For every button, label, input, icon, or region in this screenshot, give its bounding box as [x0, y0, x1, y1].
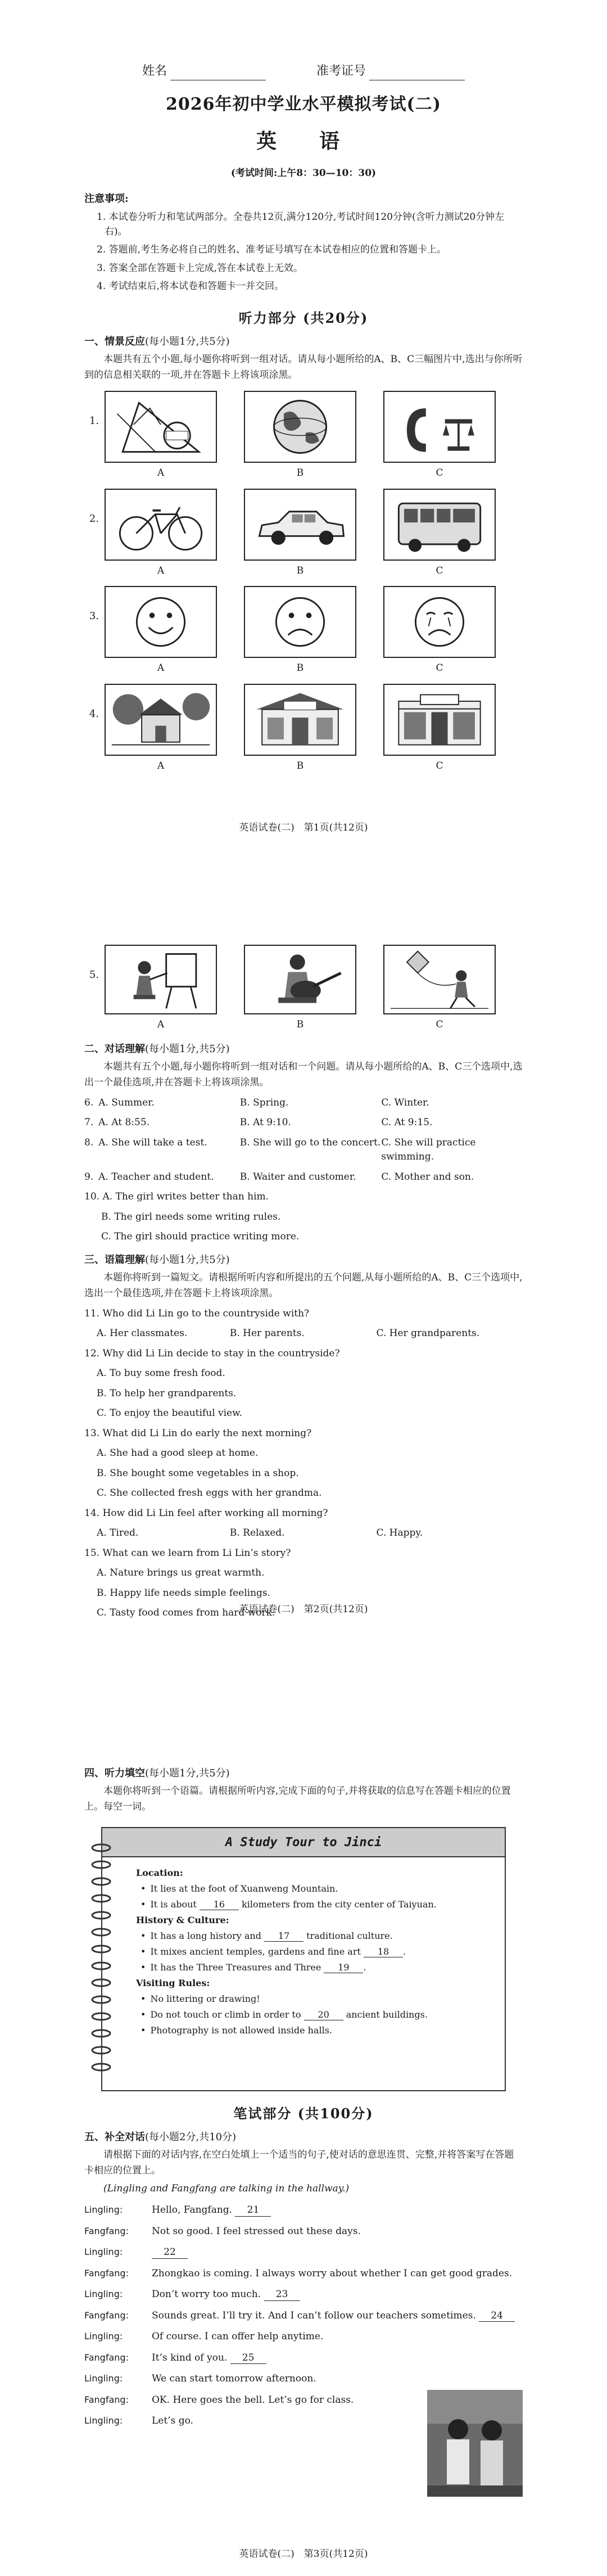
notes-title: 注意事项: — [84, 192, 129, 205]
option-b[interactable]: B. Her parents. — [229, 1328, 305, 1339]
dialogue-scene: (Lingling and Fangfang are talking in the hallway.) — [103, 2183, 350, 2195]
option-b[interactable]: B. The girl needs some writing rules. — [101, 1211, 281, 1222]
section-5-instructions: 请根据下面的对话内容,在空白处填上一个适当的句子,使对话的意思连贯、完整,并将答案写在答题卡相应的位置上。 — [84, 2149, 514, 2177]
option-b[interactable]: B — [244, 684, 356, 774]
page-footer: 英语试卷(二) 第2页(共12页) — [239, 1604, 368, 1615]
bus-icon — [383, 489, 496, 561]
exam-page-2 — [0, 849, 607, 1659]
option-b[interactable]: B — [244, 586, 356, 676]
dialogue-line: Fangfang: OK. Here goes the bell. Let’s go for class. — [84, 2394, 354, 2406]
exam-title: 2026年初中学业水平模拟考试(二) — [166, 94, 441, 114]
page-footer: 英语试卷(二) 第1页(共12页) — [239, 822, 368, 833]
note-item: 4. 考试结束后,将本试卷和答题卡一并交回。 — [97, 280, 284, 292]
happy-face-icon — [105, 586, 217, 658]
exam-page-1 — [0, 0, 607, 849]
car-icon — [244, 489, 356, 561]
question-8: 8. A. She will take a test. B. She will go to the concert. C. She will practice swimming. — [84, 1136, 523, 1165]
rule-item: • No littering or drawing! — [136, 1991, 488, 2007]
section-1-title: 一、情景反应(每小题1分,共5分) — [84, 336, 230, 348]
option-c[interactable]: C. Happy. — [376, 1527, 423, 1539]
option-c[interactable]: C. She will practice swimming. — [381, 1136, 476, 1163]
option-c[interactable]: C — [383, 586, 496, 676]
question-number: 3. — [89, 610, 99, 622]
option-c[interactable]: C — [383, 391, 496, 481]
dialogue-line: Fangfang: Zhongkao is coming. I always worry about whether I can get good grades. — [84, 2267, 513, 2279]
bicycle-icon — [105, 489, 217, 561]
section-2-title: 二、对话理解(每小题1分,共5分) — [84, 1043, 230, 1055]
rule-item: • Photography is not allowed inside halls. — [136, 2023, 488, 2038]
dialogue-line: Fangfang: It’s kind of you. 25 — [84, 2351, 523, 2366]
option-a[interactable]: 10. A. The girl writes better than him. — [84, 1191, 269, 1203]
history-item: • It has a long history and 17 traditional culture. — [136, 1928, 488, 1944]
option-b[interactable]: B — [244, 489, 356, 579]
picture-question-3 — [84, 586, 523, 676]
question-stem: 11. Who did Li Lin go to the countryside with? — [84, 1307, 310, 1319]
study-tour-notebook — [101, 1827, 506, 2091]
section-4-instructions: 本题你将听到一个语篇。请根据所听内容,完成下面的句子,并将获取的信息写在答题卡相应的位置上。每空一词。 — [84, 1785, 511, 1813]
question-11 — [84, 1307, 523, 1341]
location-item: • It lies at the foot of Xuanweng Mountain. — [136, 1881, 488, 1897]
question-number: 1. — [89, 415, 99, 427]
question-6: 6. A. Summer. B. Spring. C. Winter. — [84, 1096, 523, 1111]
note-item: 1. 本试卷分听力和笔试两部分。全卷共12页,满分120分,考试时间120分钟(含听力测试20分钟左右)。 — [97, 211, 505, 237]
dialogue-line: Lingling: We can start tomorrow afternoon. — [84, 2373, 316, 2385]
blank-24[interactable]: 24 — [479, 2310, 515, 2322]
notebook-title: A Study Tour to Jinci — [102, 1828, 505, 1857]
option-c[interactable]: C. To enjoy the beautiful view. — [97, 1407, 243, 1419]
option-b[interactable]: B. To help her grandparents. — [97, 1387, 237, 1399]
option-a[interactable]: A — [105, 489, 217, 579]
question-14 — [84, 1506, 523, 1541]
section-4-title: 四、听力填空(每小题1分,共5分) — [84, 1767, 230, 1779]
question-12 — [84, 1347, 523, 1421]
option-c[interactable]: C. At 9:15. — [381, 1117, 433, 1129]
blank-17[interactable]: 17 — [264, 1930, 304, 1942]
writing-section-head: 笔试部分 (共100分) — [233, 2105, 374, 2122]
option-a[interactable]: A. She will take a test. — [98, 1136, 207, 1148]
dialogue-line: Lingling: 22 — [84, 2245, 523, 2260]
option-b[interactable]: B. She bought some vegetables in a shop. — [97, 1467, 299, 1479]
page-footer: 英语试卷(二) 第3页(共12页) — [239, 2548, 368, 2560]
option-c[interactable]: C. The girl should practice writing more. — [101, 1231, 300, 1243]
blank-16[interactable]: 16 — [200, 1899, 239, 1910]
option-a[interactable]: A. At 8:55. — [98, 1117, 150, 1129]
sad-face-icon — [244, 586, 356, 658]
section-3-title: 三、语篇理解(每小题1分,共5分) — [84, 1253, 230, 1266]
notebook-spiral-icon — [90, 1839, 112, 2081]
history-heading: History & Culture: — [136, 1915, 229, 1926]
kite-boy-icon — [383, 945, 496, 1014]
option-c[interactable]: C. She collected fresh eggs with her grandma. — [97, 1487, 322, 1499]
blank-19[interactable]: 19 — [324, 1962, 363, 1973]
dialogue-line: Lingling: Of course. I can offer help anytime. — [84, 2331, 324, 2343]
question-13 — [84, 1427, 523, 1501]
blank-20[interactable]: 20 — [304, 2009, 343, 2020]
blank-22[interactable]: 22 — [152, 2246, 188, 2258]
option-a[interactable]: A. She had a good sleep at home. — [97, 1447, 259, 1459]
restaurant-icon — [244, 684, 356, 756]
dialogue-line: Fangfang: Sounds great. I’ll try it. And I can’t follow our teachers sometimes. 24 — [84, 2309, 523, 2324]
option-c[interactable]: C. Her grandparents. — [376, 1328, 480, 1339]
name-field[interactable]: 姓名 — [142, 62, 266, 80]
option-a[interactable]: A — [105, 684, 217, 774]
ticket-number-field[interactable]: 准考证号 — [316, 62, 465, 80]
history-item: • It has the Three Treasures and Three 19 . — [136, 1960, 488, 1975]
option-c[interactable]: C. Mother and son. — [381, 1171, 474, 1183]
blank-21[interactable]: 21 — [235, 2204, 271, 2216]
subject-title: 英 语 — [256, 129, 351, 153]
option-b[interactable]: B. Happy life needs simple feelings. — [97, 1587, 271, 1599]
question-stem: 14. How did Li Lin feel after working all morning? — [84, 1507, 328, 1519]
blank-25[interactable]: 25 — [230, 2352, 266, 2364]
painting-boy-icon — [105, 945, 217, 1014]
bookstore-icon — [383, 684, 496, 756]
picture-question-1 — [84, 391, 523, 481]
option-b[interactable]: B. Waiter and customer. — [239, 1171, 356, 1183]
question-10 — [84, 1190, 523, 1244]
option-a[interactable]: A. Summer. — [98, 1097, 155, 1108]
option-a[interactable]: A. Nature brings us great warmth. — [97, 1567, 265, 1579]
option-b[interactable]: B. At 9:10. — [239, 1117, 291, 1129]
question-stem: 15. What can we learn from Li Lin’s story? — [84, 1547, 291, 1559]
farmhouse-icon — [105, 684, 217, 756]
candidate-info — [84, 62, 523, 80]
exam-page-3 — [0, 1659, 607, 2576]
section-3-instructions: 本题你将听到一篇短文。请根据所听内容和所提出的五个问题,从每小题所给的A、B、C三个选项中,选出一个最佳选项,并在答题卡上将该项涂黑。 — [84, 1271, 523, 1299]
option-c[interactable]: C — [383, 489, 496, 579]
section-1-instructions: 本题共有五个小题,每小题你将听到一组对话。请从每小题所给的A、B、C三幅图片中,选出与你所听到的信息相关联的一项,并在答题卡上将该项涂黑。 — [84, 354, 523, 381]
option-a[interactable]: A — [105, 586, 217, 676]
dialogue-line: Lingling: Hello, Fangfang. 21 — [84, 2203, 523, 2218]
location-heading: Location: — [136, 1867, 183, 1879]
note-item: 2. 答题前,考生务必将自己的姓名、准考证号填写在本试卷相应的位置和答题卡上。 — [97, 244, 447, 256]
section-2-instructions: 本题共有五个小题,每小题你将听到一组对话和一个问题。请从每小题所给的A、B、C三个选项中,选出一个最佳选项,并在答题卡上将该项涂黑。 — [84, 1061, 523, 1088]
option-b[interactable]: B. Spring. — [239, 1097, 289, 1108]
option-a[interactable]: A. Tired. — [97, 1527, 139, 1539]
option-b[interactable]: B — [244, 391, 356, 481]
blank-18[interactable]: 18 — [364, 1946, 403, 1957]
rule-item: • Do not touch or climb in order to 20 ancient buildings. — [136, 2007, 488, 2023]
crying-face-icon — [383, 586, 496, 658]
listening-section-head: 听力部分 (共20分) — [238, 310, 369, 327]
question-stem: 12. Why did Li Lin decide to stay in the countryside? — [84, 1347, 340, 1359]
option-c[interactable]: C. Winter. — [381, 1097, 429, 1108]
option-a[interactable]: A — [105, 391, 217, 481]
picture-question-2 — [84, 489, 523, 579]
option-a[interactable]: A. Her classmates. — [97, 1328, 188, 1339]
picture-question-5 — [84, 945, 523, 1032]
location-item: • It is about 16 kilometers from the city center of Taiyuan. — [136, 1897, 488, 1912]
option-c[interactable]: C. Tasty food comes from hard work. — [97, 1607, 275, 1619]
option-c[interactable]: C — [383, 945, 496, 1032]
guitar-boy-icon — [244, 945, 356, 1014]
option-a[interactable]: A. Teacher and student. — [98, 1171, 214, 1183]
option-c[interactable]: C — [383, 684, 496, 774]
geometry-math-icon — [105, 391, 217, 463]
question-number: 2. — [89, 512, 99, 525]
section-5-title: 五、补全对话(每小题2分,共10分) — [84, 2131, 237, 2144]
dialogue-line: Lingling: Let’s go. — [84, 2415, 193, 2427]
dialogue-line: Fangfang: Not so good. I feel stressed out these days. — [84, 2225, 361, 2237]
rules-heading: Visiting Rules: — [136, 1978, 210, 1989]
students-photo — [427, 2390, 523, 2497]
option-b[interactable]: B. Relaxed. — [229, 1527, 285, 1539]
physics-lab-icon — [383, 391, 496, 463]
question-9: 9. A. Teacher and student. B. Waiter and customer. C. Mother and son. — [84, 1170, 523, 1185]
blank-23[interactable]: 23 — [264, 2289, 300, 2300]
question-number: 4. — [89, 707, 99, 720]
globe-icon — [244, 391, 356, 463]
history-item: • It mixes ancient temples, gardens and fine art 18 . — [136, 1944, 488, 1960]
note-item: 3. 答案全部在答题卡上完成,答在本试卷上无效。 — [97, 262, 304, 274]
picture-question-4 — [84, 684, 523, 774]
question-stem: 13. What did Li Lin do early the next morning? — [84, 1427, 312, 1439]
option-a[interactable]: A — [105, 945, 217, 1032]
question-7: 7. A. At 8:55. B. At 9:10. C. At 9:15. — [84, 1116, 523, 1130]
option-b[interactable]: B. She will go to the concert. — [239, 1136, 381, 1148]
option-b[interactable]: B — [244, 945, 356, 1032]
dialogue-line: Lingling: Don’t worry too much. 23 — [84, 2288, 523, 2302]
exam-time: (考试时间:上午8：30—10：30) — [230, 168, 377, 179]
option-a[interactable]: A. To buy some fresh food. — [97, 1368, 225, 1379]
question-number: 5. — [89, 969, 99, 981]
